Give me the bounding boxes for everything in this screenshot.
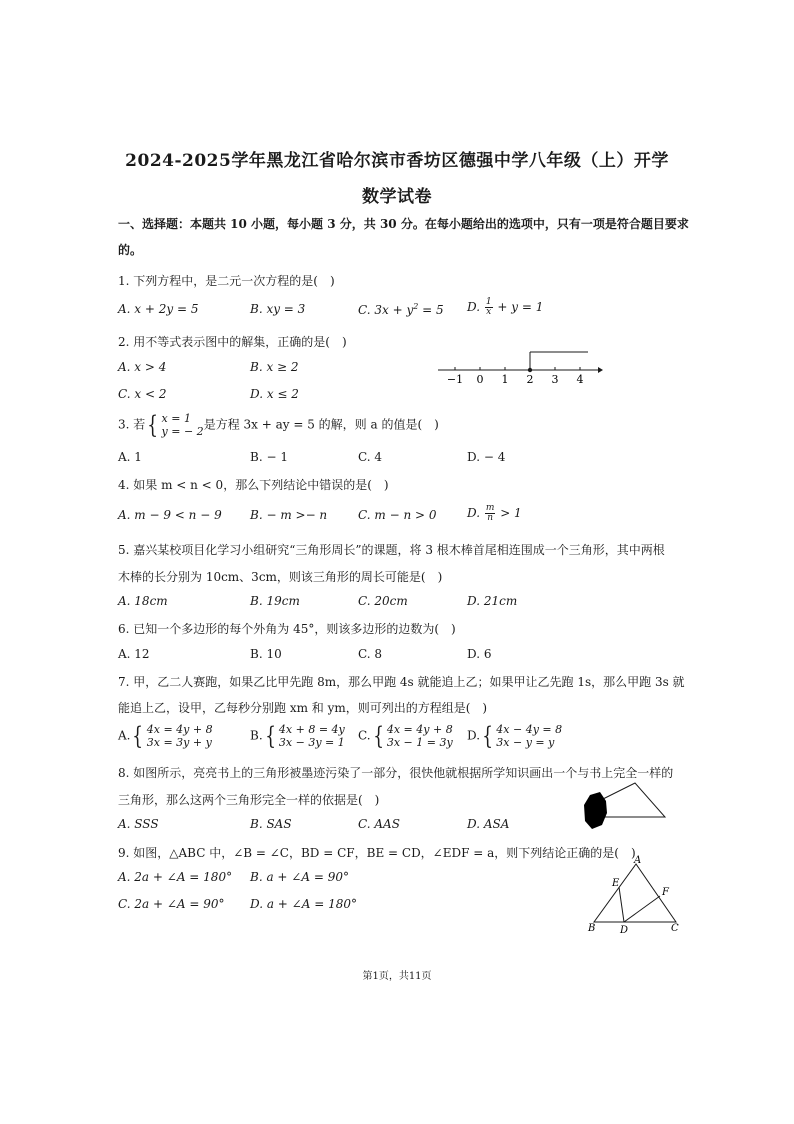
q1-option-c — [358, 302, 444, 317]
q3-pre: 3. 若 — [118, 417, 146, 432]
q2-option-b: B. x ≥ 2 — [250, 360, 299, 374]
q9-option-b: B. a + ∠A = 90° — [250, 870, 349, 884]
q6-option-c: C. 8 — [358, 647, 383, 661]
q8-option-a: A. SSS — [118, 817, 159, 831]
q8-line1: 8. 如图所示，亮亮书上的三角形被墨迹污染了一部分，很快他就根据所学知识画出一个与书上完全一样的 — [118, 766, 674, 780]
q6-stem: 6. 已知一个多边形的每个外角为 45°，则该多边形的边数为( ) — [118, 622, 456, 636]
segment-df — [624, 896, 660, 922]
q4-d-pre: D. — [467, 506, 484, 520]
q7-line1: 7. 甲，乙二人赛跑，如果乙比甲先跑 8m，那么甲跑 4s 就能追上乙；如果甲让乙先跑 1s，那么甲跑 3s 就 — [118, 675, 685, 689]
q7-b-row2: 3x − 3y = 1 — [278, 736, 345, 749]
q3-option-a: A. 1 — [118, 450, 142, 464]
q4-option-c: C. m − n > 0 — [358, 508, 437, 522]
q8-option-b: B. SAS — [250, 817, 292, 831]
q3-option-b: B. − 1 — [250, 450, 288, 464]
q8-line2: 三角形，那么这两个三角形完全一样的依据是( ) — [118, 793, 380, 807]
number-line-tick-label: −1 — [446, 373, 464, 386]
number-line-arrow-icon — [598, 367, 603, 373]
q5-option-b: B. 19cm — [250, 594, 300, 608]
segment-ed — [619, 887, 624, 922]
q7-d-label: D. — [467, 728, 481, 743]
q1-option-b: B. xy = 3 — [250, 302, 306, 316]
q9-option-a: A. 2a + ∠A = 180° — [118, 870, 233, 884]
q6-option-b: B. 10 — [250, 647, 282, 661]
q1-d-pre: D. — [467, 300, 484, 314]
q3-stem — [118, 412, 439, 438]
brace-icon: { — [482, 722, 494, 750]
q4-d-post: > 1 — [496, 506, 522, 520]
q1-d-den: x — [486, 307, 492, 317]
number-line-tick-label: 4 — [576, 373, 584, 386]
q2-option-c: C. x < 2 — [118, 387, 167, 401]
exam-title-line1: 2024-2025学年黑龙江省哈尔滨市香坊区德强中学八年级（上）开学 — [125, 151, 669, 171]
q7-option-b — [250, 723, 345, 749]
q1-c-sup: 2 — [413, 302, 419, 311]
q3-post: 是方程 3x + ay = 5 的解，则 a 的值是( ) — [203, 417, 439, 432]
q7-option-a — [118, 723, 213, 749]
page-footer: 第1页，共11页 — [362, 971, 432, 982]
q4-option-a: A. m − 9 < n − 9 — [118, 508, 222, 522]
q7-a-label: A. — [118, 728, 131, 743]
q7-a-row1: 4x = 4y + 8 — [146, 723, 213, 736]
q4-option-d — [467, 504, 522, 523]
q5-option-c: C. 20cm — [358, 594, 408, 608]
q7-option-c — [358, 723, 453, 749]
brace-icon: { — [372, 722, 384, 750]
q6-option-a: A. 12 — [118, 647, 150, 661]
q9-option-d: D. a + ∠A = 180° — [250, 897, 357, 911]
q7-d-row2: 3x − y = y — [496, 736, 555, 749]
q8-option-c: C. AAS — [358, 817, 400, 831]
q1-option-a: A. x + 2y = 5 — [118, 302, 199, 316]
vertex-label-c: C — [671, 923, 679, 934]
q7-a-row2: 3x = 3y + y — [146, 736, 212, 749]
number-line-tick-label: 0 — [476, 373, 484, 386]
q1-c-post: = 5 — [418, 303, 444, 317]
q4-stem: 4. 如果 m < n < 0，那么下列结论中错误的是( ) — [118, 478, 389, 492]
q6-option-d: D. 6 — [467, 647, 492, 661]
q1-d-num: 1 — [485, 297, 492, 307]
q7-line2: 能追上乙，设甲，乙每秒分别跑 xm 和 ym，则可列出的方程组是( ) — [118, 701, 488, 715]
number-line-tick-label: 3 — [551, 373, 559, 386]
section1-heading-cont: 的。 — [118, 243, 143, 257]
q5-line2: 木棒的长分别为 10cm、3cm，则该三角形的周长可能是( ) — [118, 570, 443, 584]
q5-option-d: D. 21cm — [467, 594, 518, 608]
point-label-f: F — [662, 887, 669, 898]
number-line-tick-label: 2 — [526, 373, 534, 386]
q4-option-b: B. − m >− n — [250, 508, 328, 522]
q4-d-num: m — [485, 503, 495, 513]
q7-b-row1: 4x + 8 = 4y — [278, 723, 345, 736]
q3-system — [145, 412, 203, 438]
q1-d-post: + y = 1 — [493, 300, 544, 314]
q7-b-label: B. — [250, 728, 263, 743]
vertex-label-a: A — [634, 855, 642, 866]
q2-option-a: A. x > 4 — [118, 360, 167, 374]
triangle-abc-figure — [584, 855, 686, 935]
solution-endpoint-dot — [528, 368, 532, 372]
q1-stem: 1. 下列方程中，是二元一次方程的是( ) — [118, 274, 335, 288]
q2-stem: 2. 用不等式表示图中的解集，正确的是( ) — [118, 335, 347, 349]
q1-c-pre: C. 3x + y — [358, 303, 414, 317]
section1-heading: 一、选择题：本题共 10 小题，每小题 3 分，共 30 分。在每小题给出的选项中，只有一项是符合题目要求 — [118, 217, 689, 231]
q7-c-row1: 4x = 4y + 8 — [386, 723, 453, 736]
q9-stem: 9. 如图，△ABC 中，∠B = ∠C，BD = CF，BE = CD，∠EDF = a，则下列结论正确的是( ) — [118, 846, 636, 860]
brace-icon: { — [147, 411, 159, 439]
q7-c-label: C. — [358, 728, 371, 743]
q7-c-row2: 3x − 1 = 3y — [386, 736, 453, 749]
q9-option-c: C. 2a + ∠A = 90° — [118, 897, 225, 911]
q1-option-d — [467, 298, 543, 317]
q5-option-a: A. 18cm — [118, 594, 168, 608]
q4-d-den: n — [487, 513, 493, 523]
q2-option-d: D. x ≤ 2 — [250, 387, 299, 401]
q5-line1: 5. 嘉兴某校项目化学习小组研究“三角形周长”的课题，将 3 根木棒首尾相连围成一个三角形，其中两根 — [118, 543, 665, 557]
q8-option-d: D. ASA — [467, 817, 510, 831]
q4-d-fraction — [485, 504, 496, 523]
number-line-figure — [430, 346, 605, 388]
q7-option-d — [467, 723, 562, 749]
vertex-label-b: B — [588, 923, 596, 934]
brace-icon: { — [264, 722, 276, 750]
stained-triangle-figure — [580, 779, 672, 835]
point-label-d: D — [620, 925, 629, 935]
number-line-tick-label: 1 — [501, 373, 509, 386]
q7-d-row1: 4x − 4y = 8 — [496, 723, 563, 736]
q3-option-c: C. 4 — [358, 450, 383, 464]
q3-row1: x = 1 — [161, 412, 191, 425]
q3-row2: y = − 2 — [161, 425, 204, 438]
ink-stain — [584, 792, 607, 829]
point-label-e: E — [612, 878, 620, 889]
q3-option-d: D. − 4 — [467, 450, 506, 464]
exam-title-line2: 数学试卷 — [362, 187, 432, 207]
brace-icon: { — [132, 722, 144, 750]
q1-d-fraction — [485, 298, 493, 317]
